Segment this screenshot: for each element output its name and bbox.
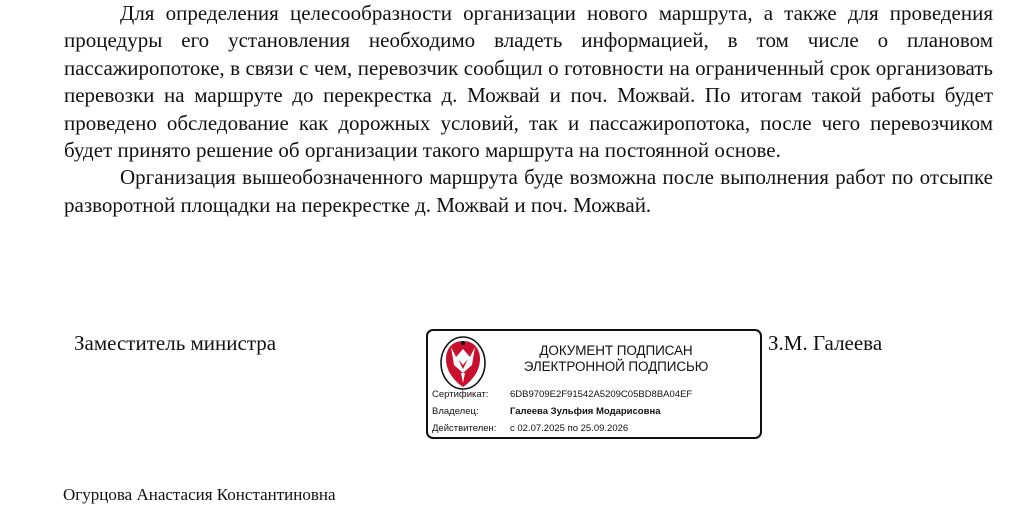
udmurtia-emblem-icon	[438, 335, 488, 391]
paragraph-1: Для определения целесообразности организации нового маршрута, а также для проведения процедуры его установления необходимо владеть информацией, в том числе о плановом пассажиропотоке, в связи с чем, перевозчик сообщил о готовности на ограниченный срок организовать перевозки на маршруте до перекрестка д. Можвай и поч. Можвай. По итогам такой работы будет проведено обследование как дорожных условий, так и пассажиропотока, после чего перевозчиком будет принято решение об организации такого маршрута на постоянной основе.	[64, 1, 993, 163]
stamp-owner-row	[432, 406, 660, 418]
validity-label: Действителен:	[432, 423, 497, 434]
electronic-signature-stamp	[426, 329, 762, 439]
stamp-validity-row	[432, 423, 628, 435]
certificate-value: 6DB9709E2F91542A5209C05BD8BA04EF	[510, 389, 693, 400]
signer-name: З.М. Галеева	[768, 331, 883, 355]
letter-body	[64, 0, 993, 219]
owner-label: Владелец:	[432, 406, 479, 417]
validity-value: с 02.07.2025 по 25.09.2026	[510, 423, 629, 434]
stamp-header-line-2: ЭЛЕКТРОННОЙ ПОДПИСЬЮ	[523, 359, 709, 374]
signer-position: Заместитель министра	[74, 331, 277, 355]
owner-value: Галеева Зульфия Модарисовна	[510, 406, 661, 417]
stamp-certificate-row	[432, 389, 692, 401]
executor-name: Огурцова Анастасия Константиновна	[63, 485, 336, 504]
stamp-header-line-1: ДОКУМЕНТ ПОДПИСАН	[539, 343, 693, 358]
stamp-header	[520, 343, 712, 375]
certificate-label: Сертификат:	[432, 389, 489, 400]
paragraph-2: Организация вышеобозначенного маршрута буде возможна после выполнения работ по отсыпке разворотной площадки на перекрестке д. Можвай и поч. Можвай.	[64, 165, 993, 217]
